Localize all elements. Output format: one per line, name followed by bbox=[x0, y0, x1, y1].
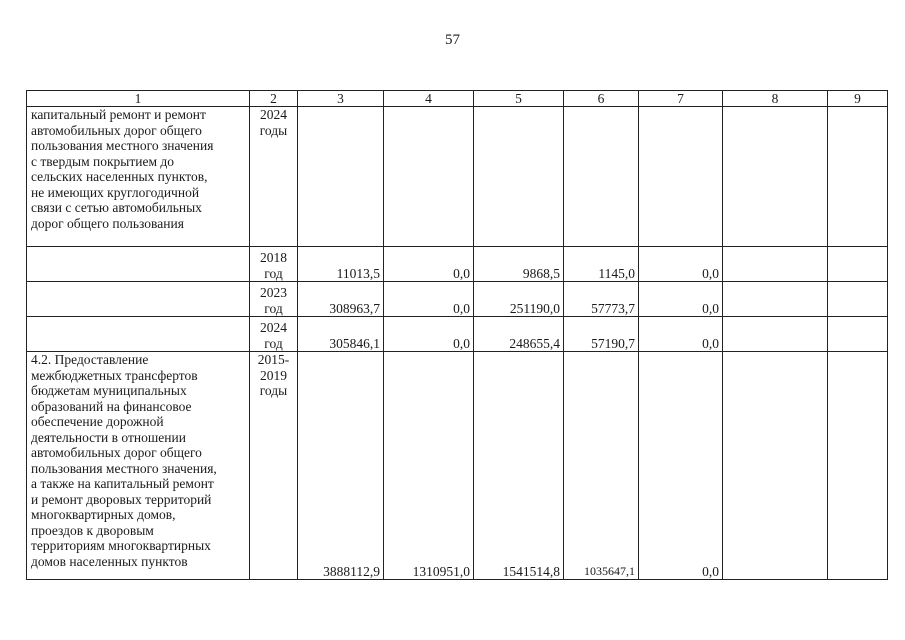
value-cell bbox=[474, 107, 564, 247]
period-line: 2024 bbox=[260, 320, 287, 335]
value-cell: 248655,4 bbox=[474, 317, 564, 352]
value-cell: 308963,7 bbox=[298, 282, 384, 317]
column-header: 3 bbox=[298, 91, 384, 107]
period-cell bbox=[250, 282, 298, 317]
period-line: годы bbox=[259, 383, 288, 398]
value-cell: 1310951,0 bbox=[384, 352, 474, 580]
description-line: не имеющих круглогодичной bbox=[31, 184, 200, 200]
description-line: пользования местного значения, bbox=[31, 460, 217, 476]
period-cell bbox=[250, 352, 298, 580]
value-cell bbox=[723, 317, 828, 352]
period-line: 2015- bbox=[257, 352, 290, 367]
column-header: 2 bbox=[250, 91, 298, 107]
page-number: 57 bbox=[445, 32, 460, 48]
description-line: капитальный ремонт и ремонт bbox=[31, 107, 206, 122]
value-cell: 57190,7 bbox=[564, 317, 639, 352]
description-line: сельских населенных пунктов, bbox=[31, 169, 208, 184]
description-line: многоквартирных домов, bbox=[31, 507, 176, 522]
description-cell bbox=[27, 317, 250, 352]
period-cell bbox=[250, 247, 298, 282]
description-line: с твердым покрытием до bbox=[31, 153, 174, 169]
value-cell bbox=[828, 352, 888, 580]
description-line: межбюджетных трансфертов bbox=[31, 367, 198, 383]
value-cell bbox=[828, 247, 888, 282]
column-header: 5 bbox=[474, 91, 564, 107]
period-line: год bbox=[264, 335, 283, 351]
description-line: образований на финансовое bbox=[31, 398, 192, 414]
table-row bbox=[27, 247, 888, 282]
value-cell bbox=[723, 107, 828, 247]
column-header: 6 bbox=[564, 91, 639, 107]
description-line: домов населенных пунктов bbox=[31, 553, 188, 569]
value-cell: 0,0 bbox=[639, 282, 723, 317]
value-cell: 305846,1 bbox=[298, 317, 384, 352]
value-cell: 9868,5 bbox=[474, 247, 564, 282]
value-cell: 0,0 bbox=[384, 317, 474, 352]
value-cell: 1541514,8 bbox=[474, 352, 564, 580]
value-cell bbox=[298, 107, 384, 247]
value-cell: 0,0 bbox=[384, 282, 474, 317]
table-row bbox=[27, 317, 888, 352]
description-line: а также на капитальный ремонт bbox=[31, 476, 214, 491]
table-row bbox=[27, 107, 888, 247]
description-line: дорог общего пользования bbox=[31, 215, 184, 231]
period-line: 2019 bbox=[260, 367, 287, 383]
description-line: обеспечение дорожной bbox=[31, 414, 164, 429]
description-line: проездов к дворовым bbox=[31, 522, 154, 538]
description-line: 4.2. Предоставление bbox=[31, 352, 149, 367]
value-cell bbox=[723, 282, 828, 317]
value-cell: 57773,7 bbox=[564, 282, 639, 317]
column-header: 8 bbox=[723, 91, 828, 107]
description-line: территориям многоквартирных bbox=[31, 538, 211, 553]
column-header: 9 bbox=[828, 91, 888, 107]
value-cell bbox=[723, 352, 828, 580]
period-line: 2024 bbox=[260, 107, 287, 122]
description-cell bbox=[27, 107, 250, 247]
column-header: 1 bbox=[27, 91, 250, 107]
description-cell bbox=[27, 352, 250, 580]
value-cell: 0,0 bbox=[639, 352, 723, 580]
value-cell bbox=[828, 317, 888, 352]
description-line: связи с сетью автомобильных bbox=[31, 200, 202, 215]
value-cell: 0,0 bbox=[384, 247, 474, 282]
value-cell bbox=[384, 107, 474, 247]
value-cell: 251190,0 bbox=[474, 282, 564, 317]
period-cell bbox=[250, 317, 298, 352]
value-cell: 1145,0 bbox=[564, 247, 639, 282]
description-line: бюджетам муниципальных bbox=[31, 383, 187, 398]
value-cell bbox=[828, 107, 888, 247]
value-cell bbox=[639, 107, 723, 247]
value-cell: 11013,5 bbox=[298, 247, 384, 282]
column-header: 7 bbox=[639, 91, 723, 107]
value-cell: 0,0 bbox=[639, 317, 723, 352]
financing-table bbox=[26, 90, 888, 580]
description-line: и ремонт дворовых территорий bbox=[31, 491, 212, 507]
description-cell bbox=[27, 282, 250, 317]
description-line: пользования местного значения bbox=[31, 138, 214, 153]
value-cell bbox=[723, 247, 828, 282]
period-line: год bbox=[264, 300, 283, 316]
value-cell bbox=[828, 282, 888, 317]
value-cell bbox=[564, 107, 639, 247]
table-row bbox=[27, 352, 888, 580]
period-line: 2018 bbox=[260, 250, 287, 265]
description-line: деятельности в отношении bbox=[31, 429, 186, 445]
period-line: год bbox=[264, 265, 283, 281]
column-header: 4 bbox=[384, 91, 474, 107]
value-cell: 0,0 bbox=[639, 247, 723, 282]
value-cell: 1035647,1 bbox=[564, 352, 639, 580]
table-row bbox=[27, 282, 888, 317]
description-cell bbox=[27, 247, 250, 282]
description-line: автомобильных дорог общего bbox=[31, 445, 202, 460]
value-cell: 3888112,9 bbox=[298, 352, 384, 580]
period-line: годы bbox=[259, 122, 288, 138]
period-line: 2023 bbox=[260, 285, 287, 300]
description-line: автомобильных дорог общего bbox=[31, 122, 202, 138]
period-cell bbox=[250, 107, 298, 247]
column-number-row bbox=[27, 91, 888, 107]
